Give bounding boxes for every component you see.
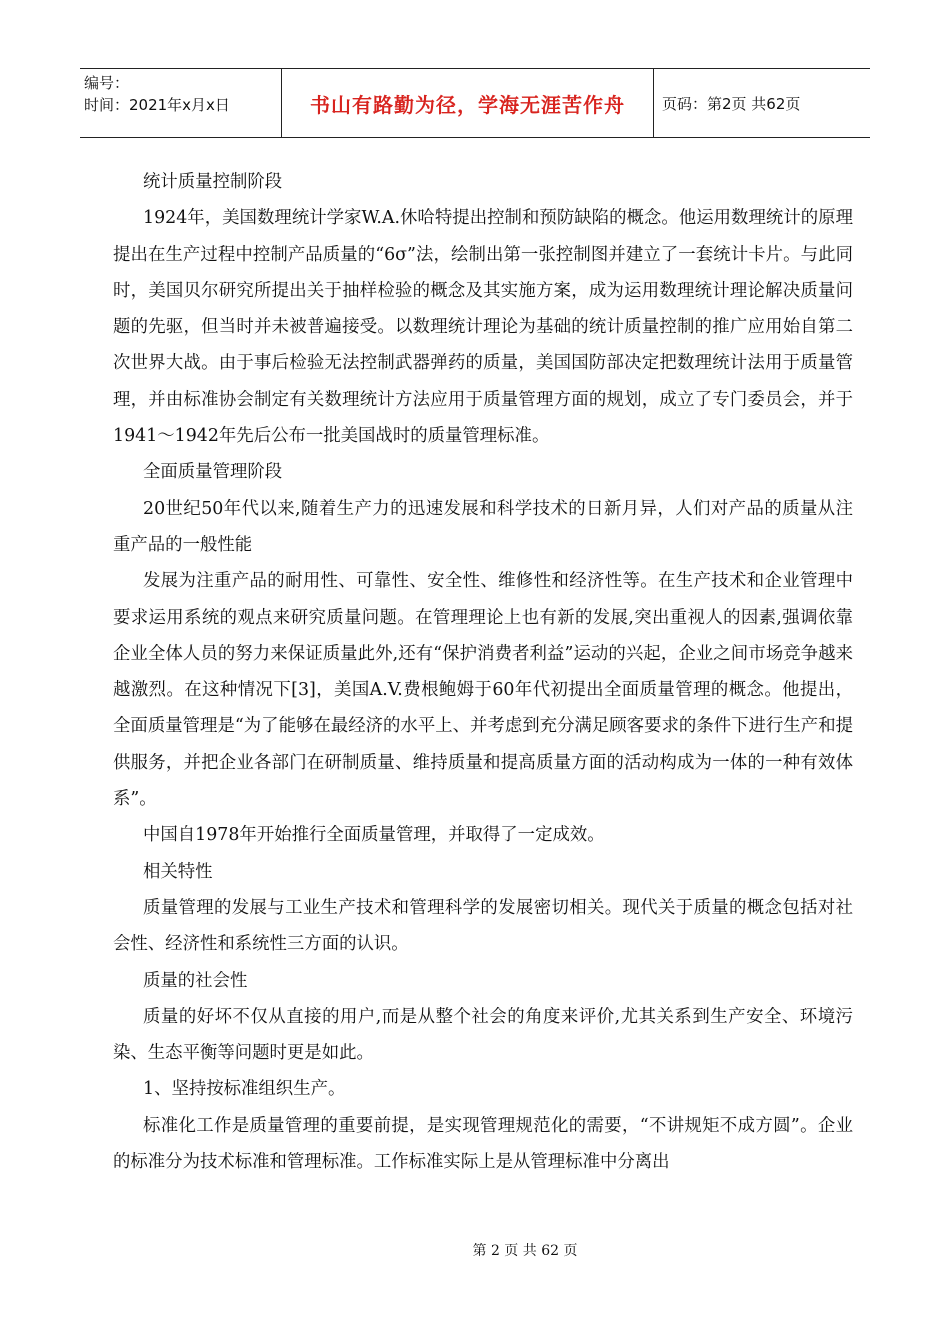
list-item: 1、坚持按标准组织生产。 (143, 1079, 346, 1100)
paragraph: 发展为注重产品的耐用性、可靠性、安全性、维修性和经济性等。在生产技术和企业管理中要求运用系统的观点来研究质量问题。在管理理论上也有新的发展,突出重视人的因素,强调依靠企业全体人员的努力来保证质量此外,还有“保护消费者利益”运动的兴起，企业之间市场竞争越来越激烈。在这种情况下[3]，美国A.V.费根鲍姆于60年代初提出全面质量管理的概念。他提出，全面质量管理是“为了能够在最经济的水平上、并考虑到充分满足顾客要求的条件下进行生产和提供服务，并把企业各部门在研制质量、维持质量和提高质量方面的活动构成为一体的一种有效体系”。 (113, 571, 853, 810)
paragraph: 质量管理的发展与工业生产技术和管理科学的发展密切相关。现代关于质量的概念包括对社会性、经济性和系统性三方面的认识。 (113, 897, 853, 955)
header-motto: 书山有路勤为径，学海无涯苦作舟 (282, 69, 654, 137)
document-body (113, 164, 853, 1180)
section-heading: 全面质量管理阶段 (143, 462, 283, 483)
section-heading: 统计质量控制阶段 (143, 172, 283, 192)
section-heading: 相关特性 (143, 861, 213, 882)
paragraph: 1924年，美国数理统计学家W.A.休哈特提出控制和预防缺陷的概念。他运用数理统计的原理提出在生产过程中控制产品质量的“6σ”法，绘制出第一张控制图并建立了一套统计卡片。与此同时，美国贝尔研究所提出关于抽样检验的概念及其实施方案，成为运用数理统计理论解决质量问题的先驱，但当时并未被普遍接受。以数理统计理论为基础的统计质量控制的推广应用始自第二次世界大战。由于事后检验无法控制武器弹药的质量，美国国防部决定把数理统计法用于质量管理，并由标准协会制定有关数理统计方法应用于质量管理方面的规划，成立了专门委员会，并于1941～1942年先后公布一批美国战时的质量管理标准。 (113, 208, 853, 447)
paragraph: 中国自1978年开始推行全面质量管理，并取得了一定成效。 (143, 825, 605, 846)
section-heading: 质量的社会性 (143, 970, 248, 991)
paragraph: 质量的好坏不仅从直接的用户,而是从整个社会的角度来评价,尤其关系到生产安全、环境污染、生态平衡等问题时更是如此。 (113, 1006, 853, 1064)
document-date-label: 时间：2021年x月x日 (84, 96, 230, 114)
paragraph: 20世纪50年代以来,随着生产力的迅速发展和科学技术的日新月异，人们对产品的质量从注重产品的一般性能 (113, 498, 853, 555)
page-footer: 第 2 页 共 62 页 (472, 1243, 578, 1259)
header-meta-cell (80, 69, 282, 137)
document-number-label: 编号： (84, 74, 130, 92)
paragraph: 标准化工作是质量管理的重要前提，是实现管理规范化的需要，“不讲规矩不成方圆”。企业的标准分为技术标准和管理标准。工作标准实际上是从管理标准中分离出 (113, 1115, 853, 1173)
header-page-label: 页码：第2页 共62页 (662, 94, 801, 113)
page-header (80, 68, 870, 138)
